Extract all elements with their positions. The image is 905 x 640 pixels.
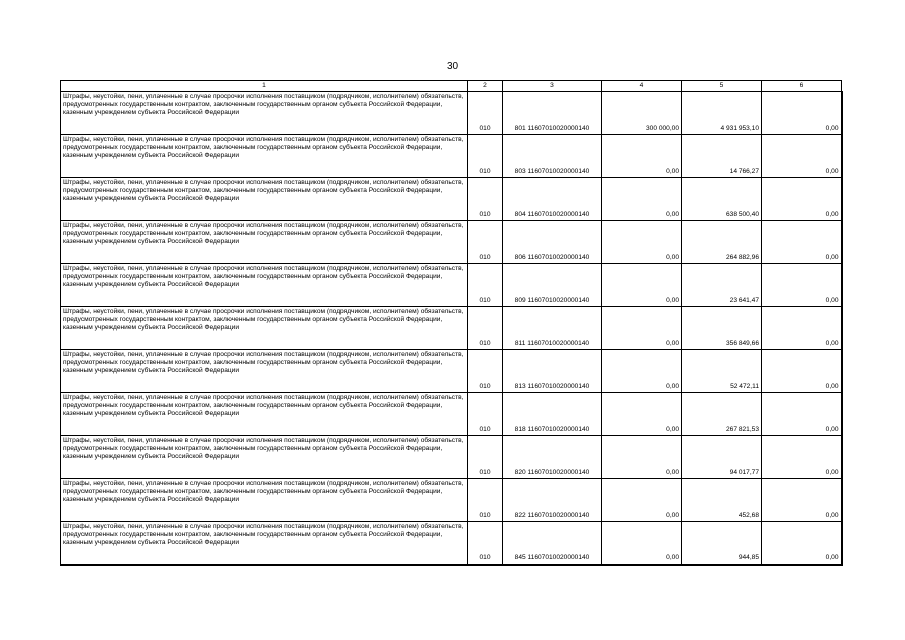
row-name: Штрафы, неустойки, пени, уплаченные в случае просрочки исполнения поставщиком (подрядчиком, исполнителем) обязательств, предусмотренных государственным контрактом, заключенным государственным органом субъекта Российской Федерации, казенным учреждением субъекта Российской Федерации (61, 393, 468, 436)
row-approved: 0,00 (602, 221, 682, 264)
row-executed: 23 641,47 (682, 264, 762, 307)
header-row (61, 81, 842, 92)
row-executed: 4 931 953,10 (682, 92, 762, 135)
row-name: Штрафы, неустойки, пени, уплаченные в случае просрочки исполнения поставщиком (подрядчиком, исполнителем) обязательств, предусмотренных государственным контрактом, заключенным государственным органом субъекта Российской Федерации, казенным учреждением субъекта Российской Федерации (61, 135, 468, 178)
header-col-4: 4 (602, 81, 682, 92)
row-executed: 264 882,96 (682, 221, 762, 264)
table-row (61, 307, 842, 350)
row-line-code: 010 (468, 264, 503, 307)
row-budget-code: 801 11607010020000140 (503, 92, 602, 135)
row-name: Штрафы, неустойки, пени, уплаченные в случае просрочки исполнения поставщиком (подрядчиком, исполнителем) обязательств, предусмотренных государственным контрактом, заключенным государственным органом субъекта Российской Федерации, казенным учреждением субъекта Российской Федерации (61, 350, 468, 393)
header-col-5: 5 (682, 81, 762, 92)
row-budget-code: 818 11607010020000140 (503, 393, 602, 436)
row-executed: 638 500,40 (682, 178, 762, 221)
row-approved: 0,00 (602, 350, 682, 393)
row-line-code: 010 (468, 436, 503, 479)
row-approved: 0,00 (602, 178, 682, 221)
row-budget-code: 811 11607010020000140 (503, 307, 602, 350)
row-approved: 0,00 (602, 393, 682, 436)
page-number: 30 (446, 61, 459, 72)
row-name: Штрафы, неустойки, пени, уплаченные в случае просрочки исполнения поставщиком (подрядчиком, исполнителем) обязательств, предусмотренных государственным контрактом, заключенным государственным органом субъекта Российской Федерации, казенным учреждением субъекта Российской Федерации (61, 264, 468, 307)
row-approved: 0,00 (602, 479, 682, 522)
row-name: Штрафы, неустойки, пени, уплаченные в случае просрочки исполнения поставщиком (подрядчиком, исполнителем) обязательств, предусмотренных государственным контрактом, заключенным государственным органом субъекта Российской Федерации, казенным учреждением субъекта Российской Федерации (61, 479, 468, 522)
header-col-3: 3 (503, 81, 602, 92)
row-name: Штрафы, неустойки, пени, уплаченные в случае просрочки исполнения поставщиком (подрядчиком, исполнителем) обязательств, предусмотренных государственным контрактом, заключенным государственным органом субъекта Российской Федерации, казенным учреждением субъекта Российской Федерации (61, 307, 468, 350)
row-line-code: 010 (468, 178, 503, 221)
row-unexecuted: 0,00 (762, 522, 842, 565)
row-unexecuted: 0,00 (762, 221, 842, 264)
table-row (61, 221, 842, 264)
row-approved: 0,00 (602, 522, 682, 565)
row-line-code: 010 (468, 307, 503, 350)
row-unexecuted: 0,00 (762, 350, 842, 393)
row-executed: 267 821,53 (682, 393, 762, 436)
row-approved: 0,00 (602, 264, 682, 307)
row-approved: 300 000,00 (602, 92, 682, 135)
row-name: Штрафы, неустойки, пени, уплаченные в случае просрочки исполнения поставщиком (подрядчиком, исполнителем) обязательств, предусмотренных государственным контрактом, заключенным государственным органом субъекта Российской Федерации, казенным учреждением субъекта Российской Федерации (61, 92, 468, 135)
row-line-code: 010 (468, 479, 503, 522)
row-unexecuted: 0,00 (762, 178, 842, 221)
row-unexecuted: 0,00 (762, 436, 842, 479)
row-executed: 94 017,77 (682, 436, 762, 479)
row-budget-code: 845 11607010020000140 (503, 522, 602, 565)
row-line-code: 010 (468, 135, 503, 178)
header-col-1: 1 (61, 81, 468, 92)
row-line-code: 010 (468, 350, 503, 393)
row-unexecuted: 0,00 (762, 307, 842, 350)
row-unexecuted: 0,00 (762, 264, 842, 307)
table-row (61, 178, 842, 221)
row-name: Штрафы, неустойки, пени, уплаченные в случае просрочки исполнения поставщиком (подрядчиком, исполнителем) обязательств, предусмотренных государственным контрактом, заключенным государственным органом субъекта Российской Федерации, казенным учреждением субъекта Российской Федерации (61, 436, 468, 479)
row-executed: 14 766,27 (682, 135, 762, 178)
row-executed: 944,85 (682, 522, 762, 565)
revenue-table (60, 80, 843, 566)
row-name: Штрафы, неустойки, пени, уплаченные в случае просрочки исполнения поставщиком (подрядчиком, исполнителем) обязательств, предусмотренных государственным контрактом, заключенным государственным органом субъекта Российской Федерации, казенным учреждением субъекта Российской Федерации (61, 178, 468, 221)
table-body (61, 92, 842, 565)
row-line-code: 010 (468, 92, 503, 135)
row-approved: 0,00 (602, 135, 682, 178)
row-name: Штрафы, неустойки, пени, уплаченные в случае просрочки исполнения поставщиком (подрядчиком, исполнителем) обязательств, предусмотренных государственным контрактом, заключенным государственным органом субъекта Российской Федерации, казенным учреждением субъекта Российской Федерации (61, 221, 468, 264)
row-approved: 0,00 (602, 307, 682, 350)
header-col-2: 2 (468, 81, 503, 92)
table-row (61, 393, 842, 436)
row-line-code: 010 (468, 393, 503, 436)
row-line-code: 010 (468, 221, 503, 264)
row-unexecuted: 0,00 (762, 135, 842, 178)
row-unexecuted: 0,00 (762, 393, 842, 436)
row-approved: 0,00 (602, 436, 682, 479)
table-row (61, 264, 842, 307)
row-unexecuted: 0,00 (762, 479, 842, 522)
row-budget-code: 809 11607010020000140 (503, 264, 602, 307)
row-executed: 52 472,11 (682, 350, 762, 393)
table-row (61, 92, 842, 135)
row-executed: 452,68 (682, 479, 762, 522)
table-row (61, 479, 842, 522)
table-row (61, 436, 842, 479)
row-budget-code: 820 11607010020000140 (503, 436, 602, 479)
row-budget-code: 806 11607010020000140 (503, 221, 602, 264)
row-name: Штрафы, неустойки, пени, уплаченные в случае просрочки исполнения поставщиком (подрядчиком, исполнителем) обязательств, предусмотренных государственным контрактом, заключенным государственным органом субъекта Российской Федерации, казенным учреждением субъекта Российской Федерации (61, 522, 468, 565)
row-budget-code: 804 11607010020000140 (503, 178, 602, 221)
header-col-6: 6 (762, 81, 842, 92)
row-unexecuted: 0,00 (762, 92, 842, 135)
table-row (61, 350, 842, 393)
row-executed: 356 849,66 (682, 307, 762, 350)
row-budget-code: 803 11607010020000140 (503, 135, 602, 178)
row-budget-code: 822 11607010020000140 (503, 479, 602, 522)
table-row (61, 135, 842, 178)
row-budget-code: 813 11607010020000140 (503, 350, 602, 393)
table-header (61, 81, 842, 92)
table-row (61, 522, 842, 565)
row-line-code: 010 (468, 522, 503, 565)
